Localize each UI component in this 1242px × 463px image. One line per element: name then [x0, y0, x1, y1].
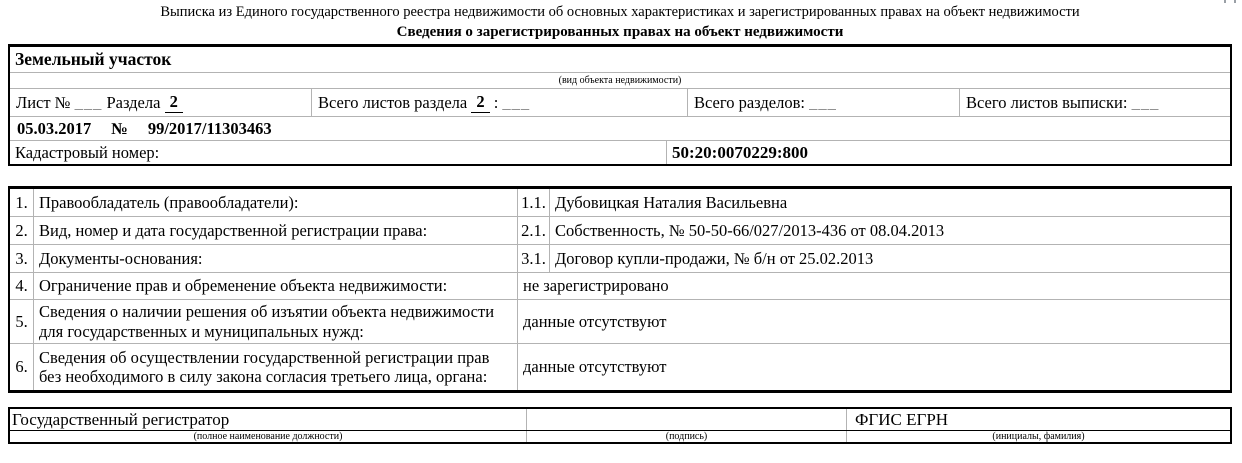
- total-sheets-separator: :: [493, 92, 499, 112]
- table-row: [10, 273, 1230, 300]
- position-caption-cell: [10, 431, 527, 442]
- object-type-value: Земельный участок: [15, 49, 172, 69]
- fgis-value: ФГИС ЕГРН: [855, 409, 949, 429]
- row-label: Документы-основания:: [34, 245, 518, 272]
- row-label: Вид, номер и дата государственной регистрации права:: [34, 217, 518, 244]
- extract-number: 99/2017/11303463: [147, 118, 272, 138]
- cadastral-number-value-cell: [667, 141, 1230, 164]
- document-title-line2: Сведения о зарегистрированных правах на объект недвижимости: [396, 24, 844, 40]
- registered-rights-table: [8, 186, 1232, 393]
- row-label: Ограничение прав и обременение объекта недвижимости:: [34, 273, 518, 299]
- fgis-cell: [847, 409, 1230, 430]
- total-sheets-value: 2: [471, 92, 489, 113]
- row-label: Правообладатель (правообладатели):: [34, 189, 518, 216]
- total-sections-blank-field: ___: [809, 92, 837, 112]
- signature-values-row: [10, 409, 1230, 431]
- row-label: Сведения об осуществлении государственной регистрации прав без необходимого в силу закона согласия третьего лица, органа:: [34, 344, 518, 390]
- total-sections-label: Всего разделов:: [694, 92, 805, 112]
- object-type-caption-row: [10, 73, 1230, 89]
- extract-date: 05.03.2017: [17, 118, 92, 138]
- cadastral-number-label: Кадастровый номер:: [15, 142, 160, 162]
- object-info-table: [8, 44, 1232, 166]
- row-number: 5.: [10, 300, 34, 343]
- signature-table: [8, 407, 1232, 444]
- cadastral-number-value: 50:20:0070229:800: [672, 142, 808, 162]
- total-sheets-label: Всего листов раздела: [318, 92, 468, 112]
- table-row: [10, 344, 1230, 390]
- signature-caption: (подпись): [665, 431, 708, 442]
- row-value: Договор купли-продажи, № б/н от 25.02.2013: [555, 248, 874, 268]
- signature-caption-cell: [527, 431, 847, 442]
- total-extract-sheets-cell: [960, 89, 1230, 116]
- table-row: [10, 300, 1230, 344]
- row-value: данные отсутствуют: [523, 311, 667, 331]
- date-number-row: [10, 117, 1230, 141]
- row-label: Сведения о наличии решения об изъятии объекта недвижимости для государственных и муниципальных нужд:: [34, 300, 518, 343]
- registrar-cell: [10, 409, 527, 430]
- position-caption: (полное наименование должности): [193, 431, 343, 442]
- registrar-label: Государственный регистратор: [12, 409, 230, 429]
- sheet-number-cell: [10, 89, 312, 116]
- row-number: 6.: [10, 344, 34, 390]
- row-value: не зарегистрировано: [523, 276, 669, 295]
- cadastral-number-label-cell: [10, 141, 667, 164]
- cadastral-number-row: [10, 141, 1230, 164]
- row-number: 1.: [10, 189, 34, 216]
- total-sheets-cell: [312, 89, 688, 116]
- row-sub-number: 2.1.: [518, 217, 550, 244]
- row-number: 3.: [10, 245, 34, 272]
- number-sign: №: [111, 118, 128, 138]
- row-value: Дубовицкая Наталия Васильевна: [555, 192, 788, 212]
- signature-captions-row: [10, 431, 1230, 442]
- object-type-row: [10, 47, 1230, 73]
- initials-caption-cell: [847, 431, 1230, 442]
- table-row: [10, 189, 1230, 217]
- row-value: Собственность, № 50-50-66/027/2013-436 от 08.04.2013: [555, 220, 945, 240]
- section-label: Раздела: [106, 92, 161, 112]
- object-type-caption: (вид объекта недвижимости): [558, 75, 682, 86]
- total-extract-sheets-label: Всего листов выписки:: [966, 92, 1128, 112]
- table-row: [10, 245, 1230, 273]
- section-number-value: 2: [165, 92, 183, 113]
- total-sections-cell: [688, 89, 960, 116]
- row-number: 2.: [10, 217, 34, 244]
- table-row: [10, 217, 1230, 245]
- row-sub-number: 3.1.: [518, 245, 550, 272]
- sheet-blank-field: ___: [74, 92, 103, 112]
- row-sub-number: 1.1.: [518, 189, 550, 216]
- initials-caption: (инициалы, фамилия): [992, 431, 1085, 442]
- total-extract-sheets-blank-field: ___: [1131, 92, 1160, 112]
- row-number: 4.: [10, 273, 34, 299]
- clipped-text-artifact: [1224, 0, 1236, 3]
- document-header: [8, 0, 1232, 41]
- sheet-label: Лист №: [16, 92, 71, 112]
- sheet-counts-row: [10, 89, 1230, 117]
- row-value: данные отсутствуют: [523, 357, 667, 376]
- signature-blank-cell: [527, 409, 847, 430]
- document-title-line1: Выписка из Единого государственного реестра недвижимости об основных характеристиках и зарегистрированных правах на объект недвижимости: [160, 4, 1080, 20]
- total-sheets-blank-field: ___: [502, 92, 531, 112]
